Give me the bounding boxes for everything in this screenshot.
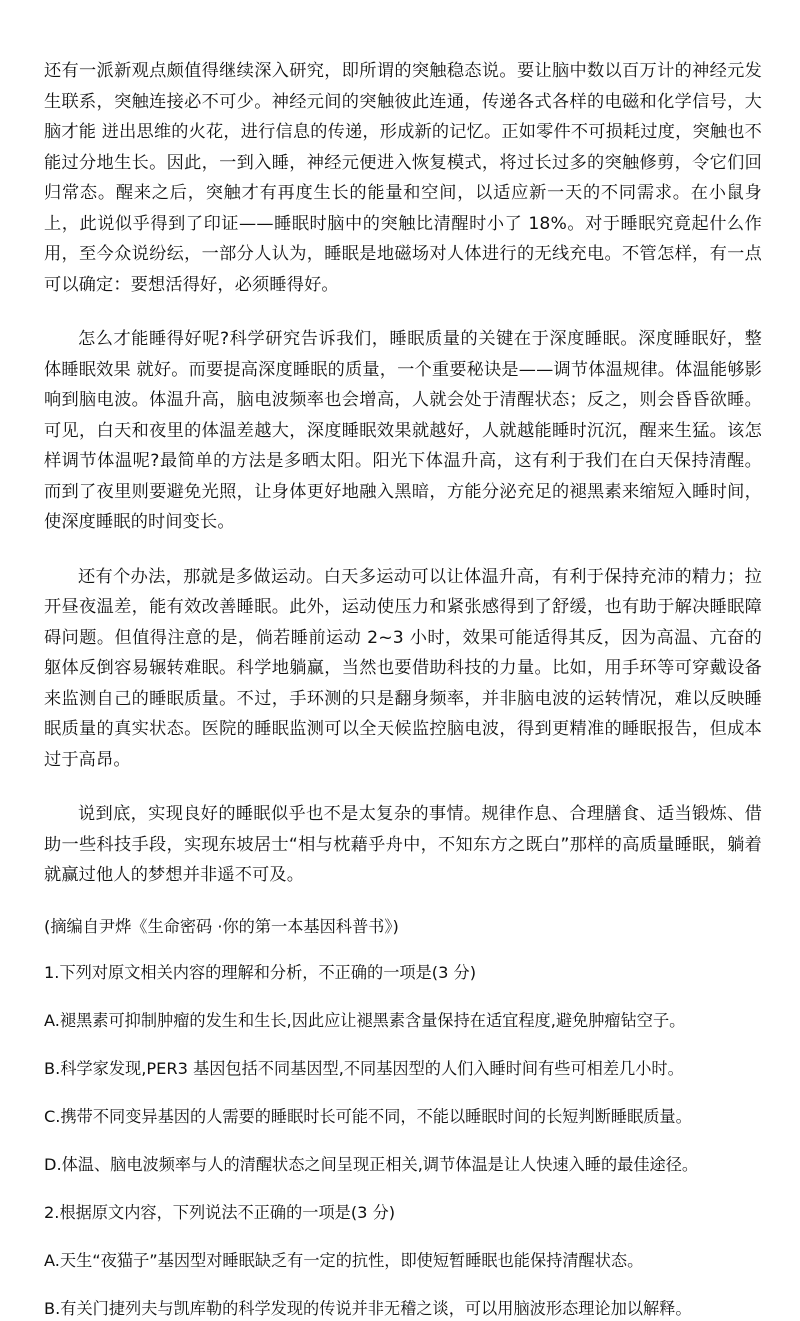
question-2-option-b: B.有关门捷列夫与凯库勒的科学发现的传说并非无稽之谈，可以用脑波形态理论加以解释。 bbox=[44, 1298, 692, 1318]
paragraph-synapse-homeostasis: 还有一派新观点颇值得继续深入研究，即所谓的突触稳态说。要让脑中数以百万计的神经元发生联系，突触连接必不可少。神经元间的突触彼此连通，传递各式各样的电磁和化学信号，大脑才能 迸出思维的火花，进行信息的传递，形成新的记忆。正如零件不可损耗过度，突触也不能过分地生长。因此，一到入睡，神经元便进入恢复模式，将过长过多的突触修剪，令它们回归常态。醒来之后，突触才有再度生长的能量和空间，以适应新一天的不同需求。在小鼠身上，此说似乎得到了印证——睡眠时脑中的突触比清醒时小了 18%。对于睡眠究竟起什么作用，至今众说纷纭，一部分人认为，睡眠是地磁场对人体进行的无线充电。不管怎样，有一点可以确定：要想活得好，必须睡得好。 bbox=[44, 61, 762, 295]
paragraph-deep-sleep: 怎么才能睡得好呢?科学研究告诉我们，睡眠质量的关键在于深度睡眠。深度睡眠好，整体睡眠效果 就好。而要提高深度睡眠的质量，一个重要秘诀是——调节体温规律。体温能够影响到脑电波。体温升高，脑电波频率也会增高，人就会处于清醒状态；反之，则会昏昏欲睡。可见，白天和夜里的体温差越大，深度睡眠效果就越好，人就越能睡时沉沉，醒来生猛。该怎样调节体温呢?最简单的方法是多晒太阳。阳光下体温升高，这有利于我们在白天保持清醒。而到了夜里则要避免光照，让身体更好地融入黑暗，方能分泌充足的褪黑素来缩短入睡时间，使深度睡眠的时间变长。 bbox=[44, 329, 762, 532]
source-citation: (摘编自尹烨《生命密码 ·你的第一本基因科普书》) bbox=[44, 916, 399, 936]
question-2-stem: 2.根据原文内容，下列说法不正确的一项是(3 分) bbox=[44, 1202, 396, 1222]
question-1-option-b: B.科学家发现,PER3 基因包括不同基因型,不同基因型的人们入睡时间有些可相差几小时。 bbox=[44, 1058, 684, 1078]
question-1-stem: 1.下列对原文相关内容的理解和分析，不正确的一项是(3 分) bbox=[44, 962, 477, 982]
paragraph-exercise: 还有个办法，那就是多做运动。白天多运动可以让体温升高，有利于保持充沛的精力；拉开昼夜温差，能有效改善睡眠。此外，运动使压力和紧张感得到了舒缓，也有助于解决睡眠障碍问题。但值得注意的是，倘若睡前运动 2~3 小时，效果可能适得其反，因为高温、亢奋的躯体反倒容易辗转难眠。科学地躺赢，当然也要借助科技的力量。比如，用手环等可穿戴设备来监测自己的睡眠质量。不过，手环测的只是翻身频率，并非脑电波的运转情况，难以反映睡眠质量的真实状态。医院的睡眠监测可以全天候监控脑电波，得到更精准的睡眠报告，但成本过于高昂。 bbox=[44, 566, 762, 770]
question-1-option-c: C.携带不同变异基因的人需要的睡眠时长可能不同，不能以睡眠时间的长短判断睡眠质量。 bbox=[44, 1106, 692, 1126]
paragraph-conclusion: 说到底，实现良好的睡眠似乎也不是太复杂的事情。规律作息、合理膳食、适当锻炼、借助一些科技手段，实现东坡居士“相与枕藉乎舟中，不知东方之既白”那样的高质量睡眠，躺着就赢过他人的梦想并非遥不可及。 bbox=[44, 804, 762, 885]
question-1-option-d: D.体温、脑电波频率与人的清醒状态之间呈现正相关,调节体温是让人快速入睡的最佳途径。 bbox=[44, 1154, 699, 1174]
question-2-option-a: A.天生“夜猫子”基因型对睡眠缺乏有一定的抗性，即使短暂睡眠也能保持清醒状态。 bbox=[44, 1250, 644, 1270]
question-1-option-a: A.褪黑素可抑制肿瘤的发生和生长,因此应让褪黑素含量保持在适宜程度,避免肿瘤钻空子。 bbox=[44, 1010, 686, 1030]
